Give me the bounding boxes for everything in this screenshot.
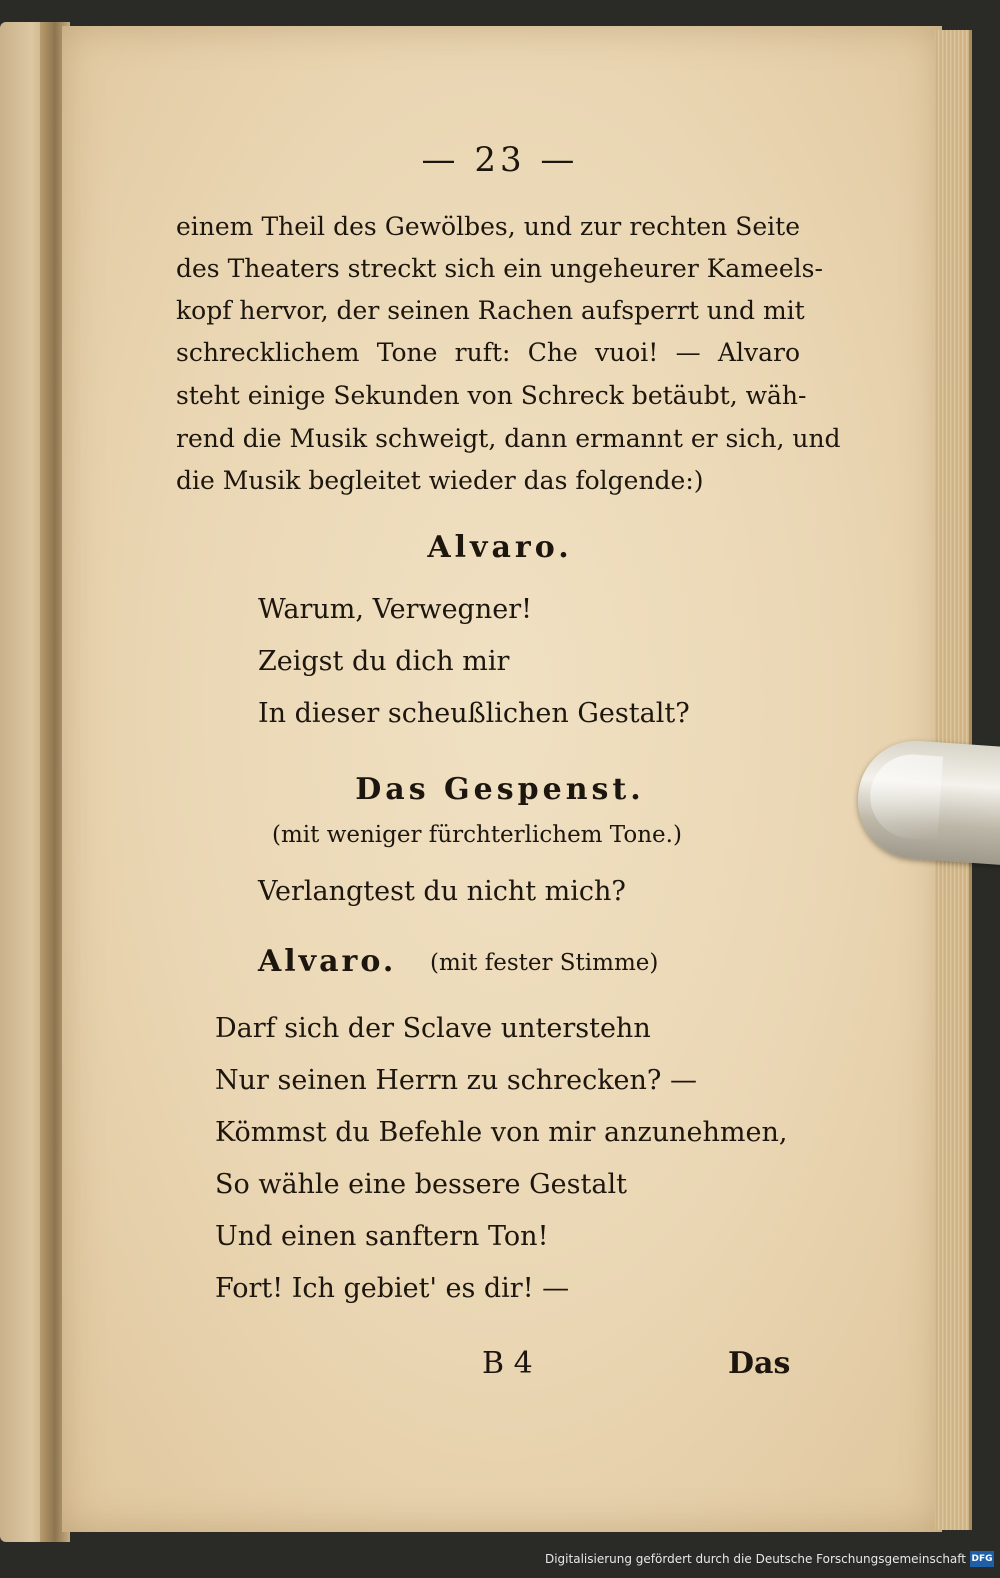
prose-line-2: des Theaters streckt sich ein ungeheurer Kameels- [176, 254, 823, 283]
stage-direction: (mit weniger fürchterlichem Tone.) [272, 822, 682, 848]
dfg-logo: DFG [970, 1551, 994, 1567]
verse-line: Kömmst du Befehle von mir anzunehmen, [215, 1117, 788, 1148]
verse-line: Verlangtest du nicht mich? [258, 876, 626, 907]
prose-line-3: kopf hervor, der seinen Rachen aufsperrt und mit [176, 296, 805, 325]
verse-line: Fort! Ich gebiet' es dir! — [215, 1273, 570, 1304]
prose-line-5: steht einige Sekunden von Schreck betäubt, wäh- [176, 381, 807, 410]
speaker-alvaro: Alvaro. [427, 530, 573, 565]
signature-mark: B 4 [482, 1346, 533, 1381]
digitization-credit: Digitalisierung gefördert durch die Deutsche Forschungsgemeinschaft [544, 1552, 966, 1566]
verse-line: So wähle eine bessere Gestalt [215, 1169, 627, 1200]
speaker-gespenst: Das Gespenst. [355, 772, 645, 807]
verse-line: Nur seinen Herrn zu schrecken? — [215, 1065, 697, 1096]
verse-line: Warum, Verwegner! [258, 594, 532, 625]
prose-line-4: schrecklichem Tone ruft: Che vuoi! — Alvaro [176, 338, 800, 367]
verse-line: In dieser scheußlichen Gestalt? [258, 698, 690, 729]
verse-line: Darf sich der Sclave unterstehn [215, 1013, 651, 1044]
stage-direction: (mit fester Stimme) [430, 950, 659, 976]
catchword: Das [728, 1346, 791, 1381]
prose-line-1: einem Theil des Gewölbes, und zur rechten Seite [176, 212, 800, 241]
speaker-alvaro-2: Alvaro. [258, 944, 397, 979]
prose-line-6: rend die Musik schweigt, dann ermannt er sich, und [176, 424, 841, 453]
verse-line: Und einen sanftern Ton! [215, 1221, 549, 1252]
page-header: — 23 — [421, 140, 579, 180]
prose-line-7: die Musik begleitet wieder das folgende:) [176, 466, 704, 495]
verse-line: Zeigst du dich mir [258, 646, 510, 677]
